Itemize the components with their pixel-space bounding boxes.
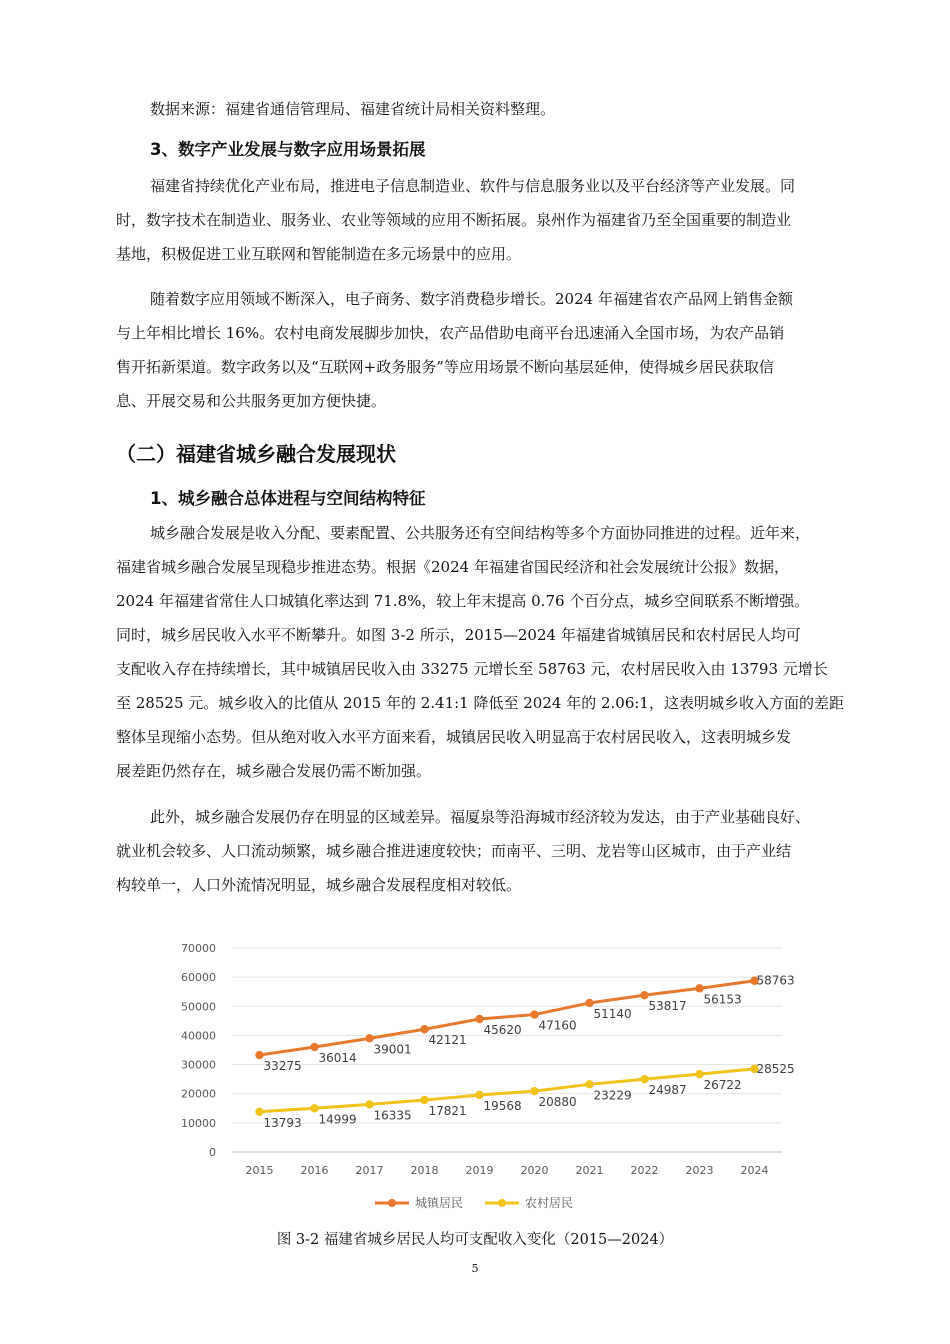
paragraph-line: 构较单一，人口外流情况明显，城乡融合发展程度相对较低。 <box>116 876 522 894</box>
data-point <box>420 1096 428 1104</box>
paragraph-line: 福建省城乡融合发展呈现稳步推进态势。根据《2024 年福建省国民经济和社会发展统计公报》数据， <box>116 558 789 576</box>
paragraph-line: 时，数字技术在制造业、服务业、农业等领域的应用不断拓展。泉州作为福建省乃至全国重要的制造业 <box>116 211 792 229</box>
source-note: 数据来源：福建省通信管理局、福建省统计局相关资料整理。 <box>150 100 556 118</box>
data-label: 19568 <box>483 1098 522 1113</box>
data-point <box>365 1034 373 1042</box>
data-point <box>475 1015 483 1023</box>
y-tick-label: 60000 <box>181 971 216 985</box>
legend-swatch-marker <box>388 1199 396 1207</box>
data-point <box>365 1100 373 1108</box>
data-point <box>310 1104 318 1112</box>
paragraph-line: 此外，城乡融合发展仍存在明显的区域差异。福厦泉等沿海城市经济较为发达，由于产业基础良好、 <box>150 808 811 826</box>
y-tick-label: 30000 <box>181 1058 216 1072</box>
legend-swatch-marker <box>498 1199 506 1207</box>
paragraph-line: 随着数字应用领域不断深入，电子商务、数字消费稳步增长。2024 年福建省农产品网上销售金额 <box>150 290 793 308</box>
legend-label: 城镇居民 <box>415 1196 464 1210</box>
y-tick-label: 50000 <box>181 1000 216 1014</box>
data-label: 28525 <box>756 1061 795 1076</box>
section-heading-digital-industry: 3、数字产业发展与数字应用场景拓展 <box>150 140 426 159</box>
paragraph-line: 与上年相比增长 16%。农村电商发展脚步加快，农产品借助电商平台迅速涌入全国市场，为农产品销 <box>116 324 785 342</box>
data-label: 16335 <box>373 1108 412 1123</box>
paragraph-line: 福建省持续优化产业布局，推进电子信息制造业、软件与信息服务业以及平台经济等产业发展。同 <box>150 177 796 195</box>
data-point <box>310 1043 318 1051</box>
y-tick-label: 20000 <box>181 1087 216 1101</box>
paragraph-line: 息、开展交易和公共服务更加方便快捷。 <box>116 392 387 410</box>
x-tick-label: 2015 <box>245 1164 274 1177</box>
data-point <box>640 991 648 999</box>
paragraph-line: 至 28525 元。城乡收入的比值从 2015 年的 2.41:1 降低至 2024 年的 2.06:1，这表明城乡收入方面的差距 <box>116 694 844 712</box>
x-tick-label: 2020 <box>520 1164 549 1177</box>
y-tick-label: 70000 <box>181 942 216 955</box>
data-point <box>695 1070 703 1078</box>
x-tick-label: 2017 <box>355 1164 384 1177</box>
data-label: 47160 <box>538 1018 577 1033</box>
x-tick-label: 2018 <box>410 1164 439 1177</box>
data-label: 53817 <box>648 999 687 1014</box>
data-point <box>530 1010 538 1018</box>
data-label: 17821 <box>428 1104 467 1119</box>
paragraph-line: 2024 年福建省常住人口城镇化率达到 71.8%，较上年末提高 0.76 个百分点，城乡空间联系不断增强。 <box>116 592 810 610</box>
x-tick-label: 2019 <box>465 1164 494 1177</box>
data-label: 13793 <box>263 1115 302 1130</box>
section-title-urban-rural: （二）福建省城乡融合发展现状 <box>116 442 396 466</box>
data-label: 42121 <box>428 1033 467 1048</box>
paragraph-line: 同时，城乡居民收入水平不断攀升。如图 3-2 所示，2015—2024 年福建省城镇居民和农村居民人均可 <box>116 626 801 644</box>
data-point <box>585 1080 593 1088</box>
paragraph-line: 就业机会较多、人口流动频繁，城乡融合推进速度较快；而南平、三明、龙岩等山区城市，由于产业结 <box>116 842 792 860</box>
data-label: 58763 <box>756 973 795 988</box>
page-number: 5 <box>471 1262 479 1275</box>
x-tick-label: 2024 <box>740 1164 769 1177</box>
data-point <box>475 1091 483 1099</box>
paragraph-line: 城乡融合发展是收入分配、要素配置、公共服务还有空间结构等多个方面协同推进的过程。近年来， <box>150 524 811 542</box>
figure-caption: 图 3-2 福建省城乡居民人均可支配收入变化（2015—2024） <box>276 1232 674 1248</box>
x-tick-label: 2023 <box>685 1164 714 1177</box>
paragraph-line: 售开拓新渠道。数字政务以及“互联网+政务服务”等应用场景不断向基层延伸，使得城乡居民获取信 <box>116 358 774 376</box>
data-label: 36014 <box>318 1051 357 1066</box>
paragraph-line: 基地，积极促进工业互联网和智能制造在多元场景中的应用。 <box>116 245 522 263</box>
data-point <box>585 999 593 1007</box>
data-label: 45620 <box>483 1023 522 1038</box>
data-label: 56153 <box>703 992 742 1007</box>
y-tick-label: 10000 <box>181 1116 216 1130</box>
data-point <box>420 1025 428 1033</box>
data-label: 20880 <box>538 1095 577 1110</box>
data-label: 33275 <box>263 1059 302 1074</box>
series-line-urban <box>260 981 755 1055</box>
data-label: 24987 <box>648 1083 687 1098</box>
income-line-chart <box>150 932 810 1222</box>
data-label: 23229 <box>593 1088 632 1103</box>
data-point <box>640 1075 648 1083</box>
data-point <box>255 1051 263 1059</box>
data-point <box>530 1087 538 1095</box>
y-tick-label: 40000 <box>181 1029 216 1043</box>
paragraph-line: 支配收入存在持续增长，其中城镇居民收入由 33275 元增长至 58763 元，农村居民收入由 13793 元增长 <box>116 660 828 678</box>
legend-label: 农村居民 <box>525 1196 574 1210</box>
paragraph-line: 展差距仍然存在，城乡融合发展仍需不断加强。 <box>116 762 432 780</box>
y-tick-label: 0 <box>209 1146 216 1159</box>
data-point <box>255 1108 263 1116</box>
x-tick-label: 2021 <box>575 1164 604 1177</box>
data-label: 14999 <box>318 1112 357 1127</box>
data-label: 51140 <box>593 1006 632 1021</box>
data-point <box>695 984 703 992</box>
x-tick-label: 2022 <box>630 1164 659 1177</box>
data-label: 26722 <box>703 1078 742 1093</box>
x-tick-label: 2016 <box>300 1164 329 1177</box>
paragraph-line: 整体呈现缩小态势。但从绝对收入水平方面来看，城镇居民收入明显高于农村居民收入，这表明城乡发 <box>116 728 792 746</box>
subsection-heading-integration: 1、城乡融合总体进程与空间结构特征 <box>150 489 426 508</box>
data-label: 39001 <box>373 1042 412 1057</box>
